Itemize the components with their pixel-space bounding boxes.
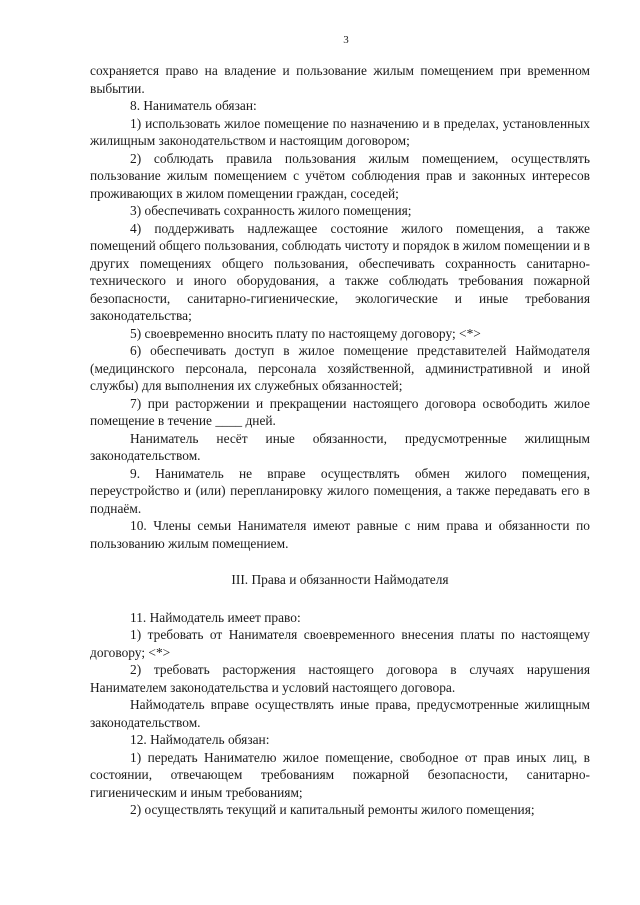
paragraph: 9. Наниматель не вправе осуществлять обмен жилого помещения, переустройство и (или) перепланировку жилого помещения, а также передавать его в поднаём. <box>90 465 590 516</box>
paragraph: 1) использовать жилое помещение по назначению и в пределах, установленных жилищным законодательством и настоящим договором; <box>90 115 590 148</box>
page-number: 3 <box>343 34 349 46</box>
paragraph: Наниматель несёт иные обязанности, предусмотренные жилищным законодательством. <box>90 430 590 463</box>
paragraph: 6) обеспечивать доступ в жилое помещение представителей Наймодателя (медицинского персонала, персонала хозяйственной, административной и иной службы) для выполнения их служебных обязанностей; <box>90 343 590 393</box>
paragraph: 3) обеспечивать сохранность жилого помещения; <box>130 203 412 218</box>
section-heading: III. Права и обязанности Наймодателя <box>231 572 449 587</box>
paragraph: 2) осуществлять текущий и капитальный ремонты жилого помещения; <box>130 802 535 817</box>
paragraph: 2) соблюдать правила пользования жилым помещением, осуществлять пользование жилым помещением с учётом соблюдения прав и законных интересов проживающих в жилом помещении граждан, соседей; <box>90 150 590 201</box>
paragraph: 12. Наймодатель обязан: <box>130 732 270 747</box>
paragraph: 10. Члены семьи Нанимателя имеют равные с ним права и обязанности по пользованию жилым помещением. <box>90 518 590 551</box>
paragraph: сохраняется право на владение и пользование жилым помещением при временном выбытии. <box>90 63 590 96</box>
paragraph: 7) при расторжении и прекращении настоящего договора освободить жилое помещение в течение ____ дней. <box>90 395 590 428</box>
paragraph: Наймодатель вправе осуществлять иные права, предусмотренные жилищным законодательством. <box>90 697 590 730</box>
paragraph: 4) поддерживать надлежащее состояние жилого помещения, а также помещений общего пользования, соблюдать чистоту и порядок в жилом помещении и в других помещениях общего пользования, обеспечивать сохранность санитарно-технического и иного оборудования, а также соблюдать требования пожарной безопасности, санитарно-гигиенические, экологические и иные требования законодательства; <box>90 220 590 323</box>
paragraph: 1) требовать от Нанимателя своевременного внесения платы по настоящему договору; <*> <box>90 627 590 660</box>
paragraph: 5) своевременно вносить плату по настоящему договору; <*> <box>130 325 481 341</box>
paragraph: 1) передать Нанимателю жилое помещение, свободное от прав иных лиц, в состоянии, отвечающем требованиям пожарной безопасности, санитарно-гигиеническим и иным требованиям; <box>90 749 590 800</box>
paragraph: 11. Наймодатель имеет право: <box>130 609 301 625</box>
paragraph: 8. Наниматель обязан: <box>130 98 257 113</box>
paragraph: 2) требовать расторжения настоящего договора в случаях нарушения Нанимателем законодательства и условий настоящего договора. <box>90 662 590 695</box>
